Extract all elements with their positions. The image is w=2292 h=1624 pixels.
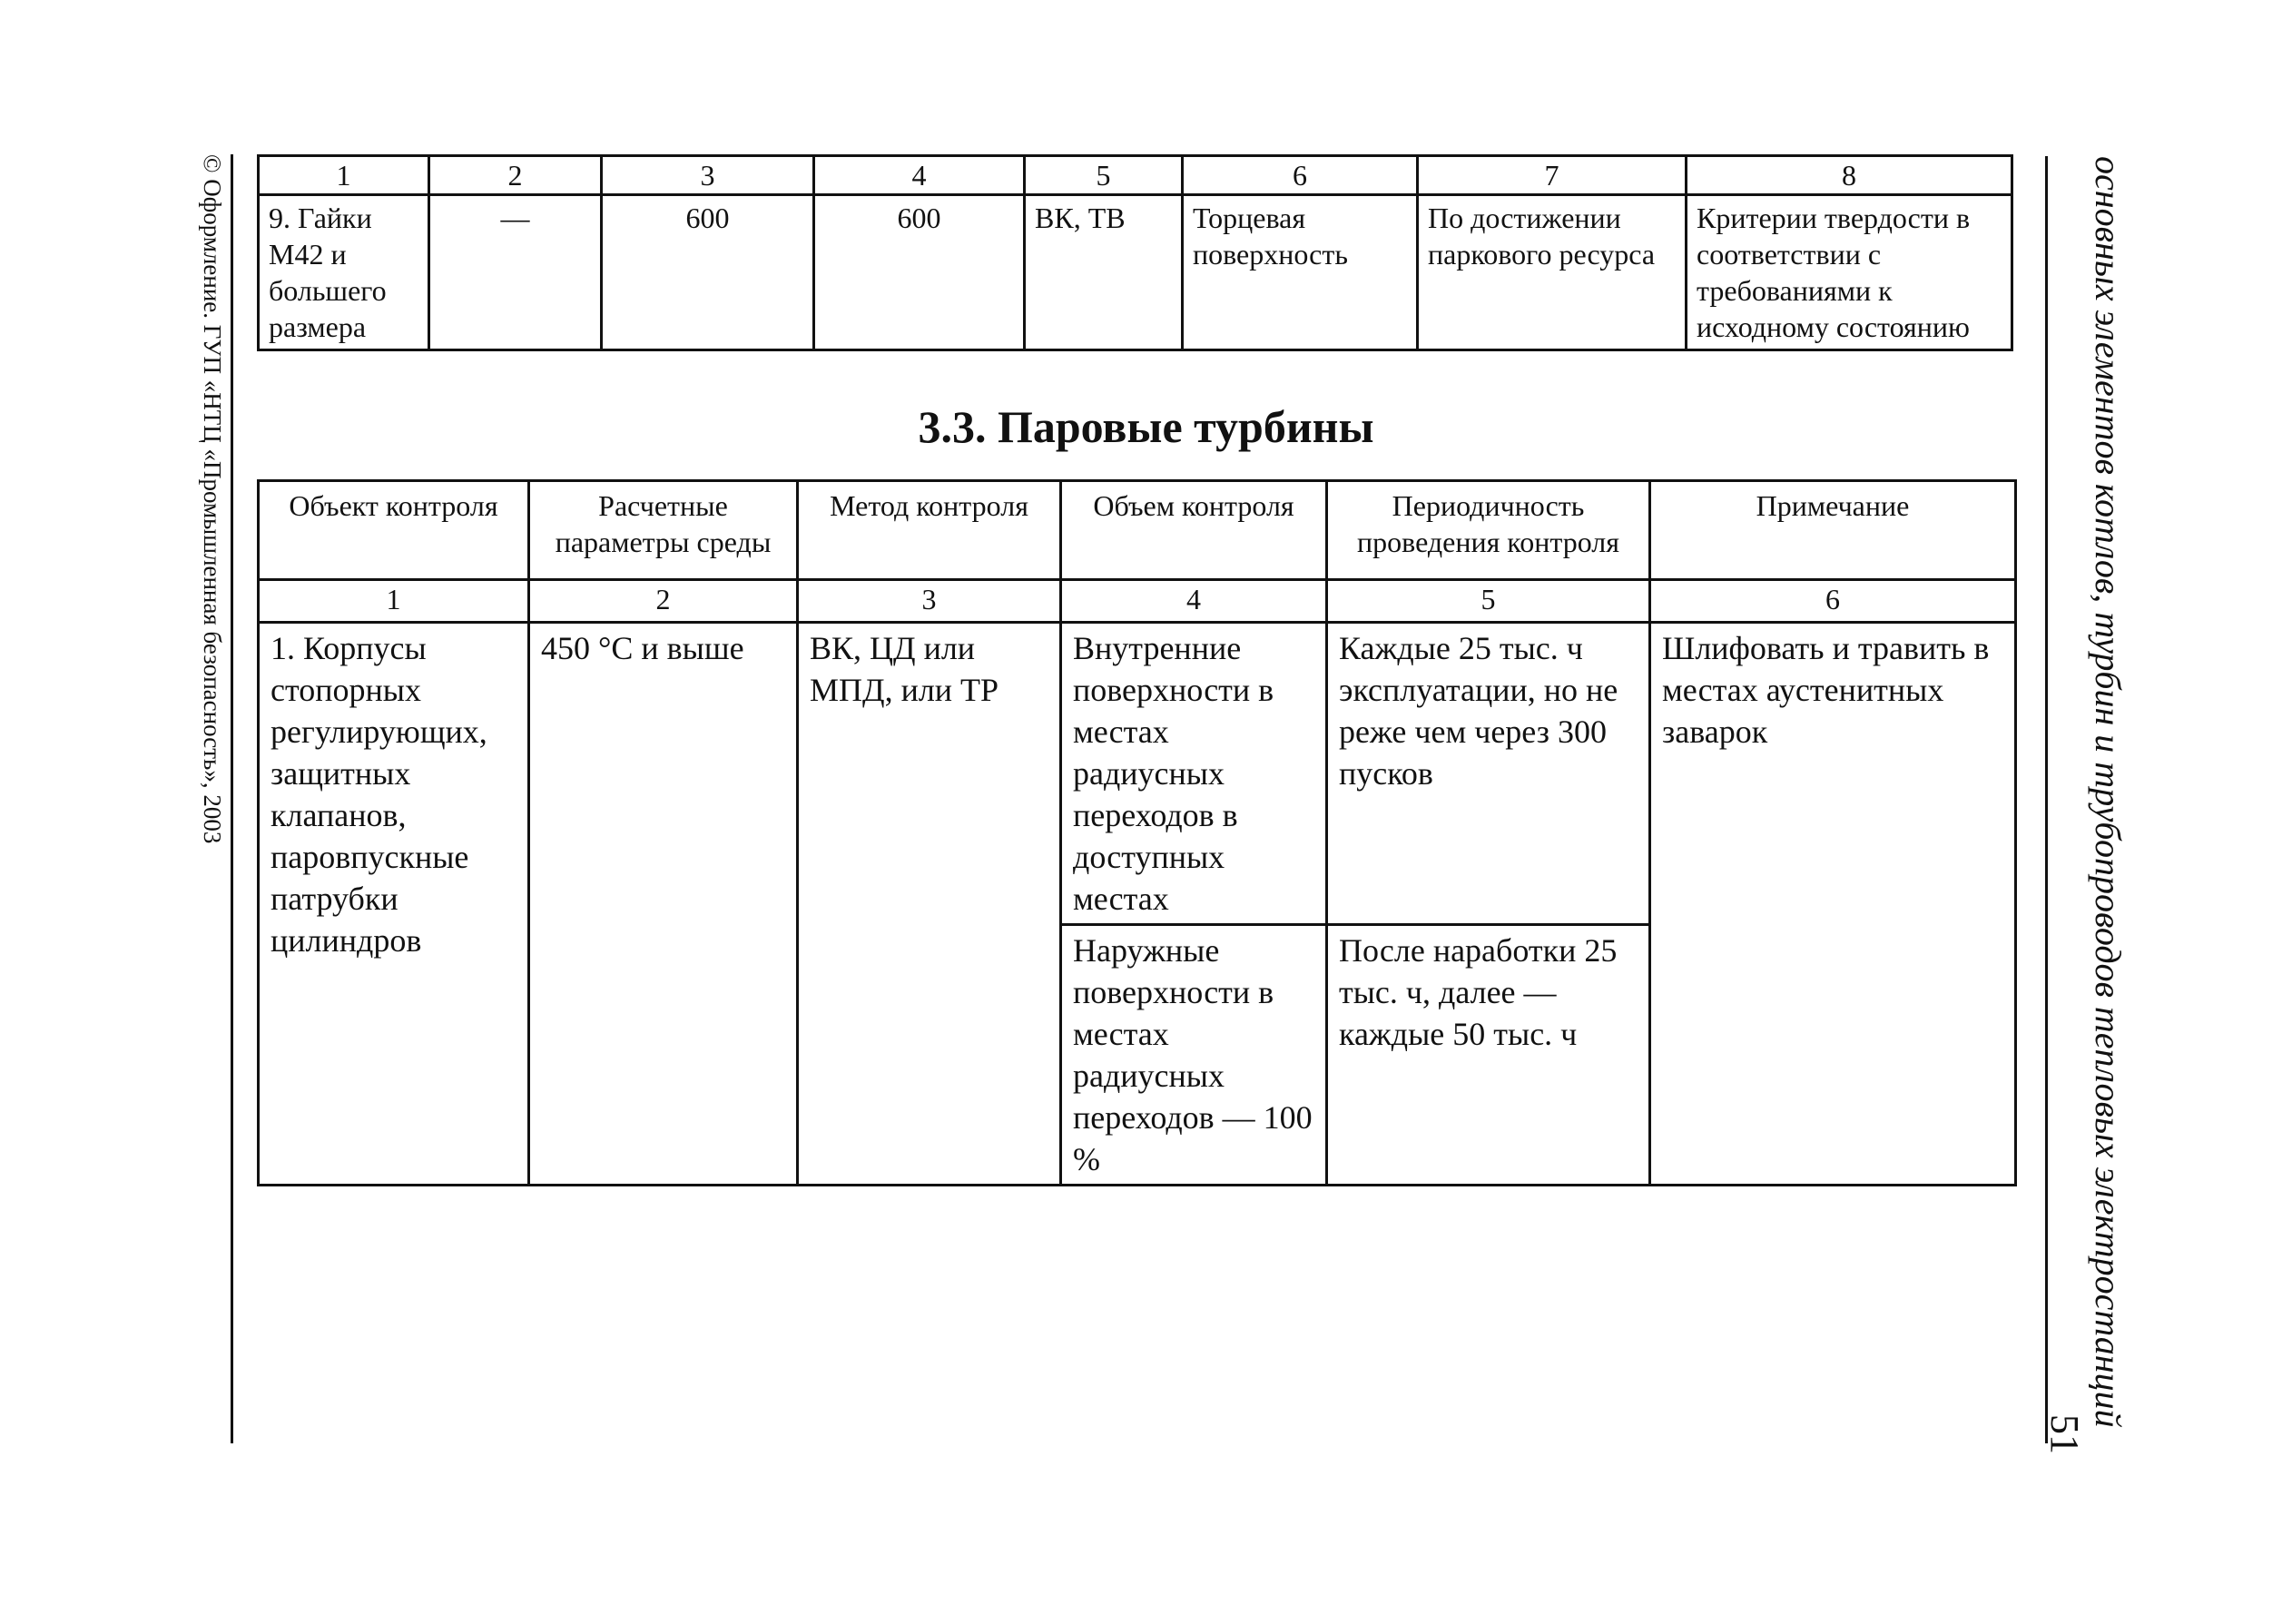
column-number: 5 [1327, 580, 1650, 623]
cell-col4: 600 [814, 195, 1025, 350]
cell-col2: — [429, 195, 602, 350]
column-number: 7 [1418, 156, 1687, 195]
cell-object: 9. Гайки М42 и большего размера [259, 195, 429, 350]
section-title: 3.3. Паровые турбины [918, 401, 1374, 452]
column-number: 2 [429, 156, 602, 195]
cell-object: 1. Корпусы стопорных регулирующих, защитных клапанов, паровпускные патрубки цилиндров [259, 623, 529, 1186]
right-margin-running-title: основных элементов котлов, турбин и трубопроводов тепловых электростанций [2088, 156, 2129, 1428]
turbines-table [257, 479, 2017, 1186]
header-note: Примечание [1650, 481, 2016, 580]
cell-note: Шлифовать и травить в местах аустенитных заварок [1650, 623, 2016, 1186]
column-number-row [259, 156, 2012, 195]
column-number: 1 [259, 156, 429, 195]
cell-period-outer: После наработки 25 тыс. ч, далее — каждые 50 тыс. ч [1327, 925, 1650, 1186]
cell-method: ВК, ТВ [1025, 195, 1183, 350]
cell-period: По достижении паркового ресурса [1418, 195, 1687, 350]
column-number: 6 [1650, 580, 2016, 623]
table-row [259, 195, 2012, 350]
header-period: Периодичность проведения контроля [1327, 481, 1650, 580]
column-number: 4 [1061, 580, 1327, 623]
table-row [259, 623, 2016, 925]
left-margin-copyright: © Оформление. ГУП «НТЦ «Промышленная безопасность», 2003 [199, 154, 226, 844]
cell-volume-outer: Наружные поверхности в местах радиусных переходов — 100 % [1061, 925, 1327, 1186]
header-object: Объект контроля [259, 481, 529, 580]
cell-volume-inner: Внутренние поверхности в местах радиусных переходов в доступных местах [1061, 623, 1327, 925]
column-number: 4 [814, 156, 1025, 195]
cell-method: ВК, ЦД или МПД, или ТР [798, 623, 1061, 1186]
header-row [259, 481, 2016, 580]
cell-note: Критерии твердости в соответствии с требованиями к исходному состоянию [1687, 195, 2012, 350]
column-number: 6 [1183, 156, 1418, 195]
header-volume: Объем контроля [1061, 481, 1327, 580]
column-number: 8 [1687, 156, 2012, 195]
column-number: 3 [798, 580, 1061, 623]
header-params: Расчетные параметры среды [529, 481, 798, 580]
header-method: Метод контроля [798, 481, 1061, 580]
cell-zone: Торцевая поверхность [1183, 195, 1418, 350]
cell-col3: 600 [602, 195, 814, 350]
continuation-table [257, 154, 2013, 351]
cell-params: 450 °С и выше [529, 623, 798, 1186]
column-number: 2 [529, 580, 798, 623]
column-number: 1 [259, 580, 529, 623]
left-margin-rule [231, 154, 233, 1443]
column-number: 3 [602, 156, 814, 195]
column-number-row [259, 580, 2016, 623]
right-margin-rule [2045, 156, 2048, 1443]
column-number: 5 [1025, 156, 1183, 195]
page-number: 51 [2042, 1414, 2087, 1454]
cell-period-inner: Каждые 25 тыс. ч эксплуатации, но не реже чем через 300 пусков [1327, 623, 1650, 925]
